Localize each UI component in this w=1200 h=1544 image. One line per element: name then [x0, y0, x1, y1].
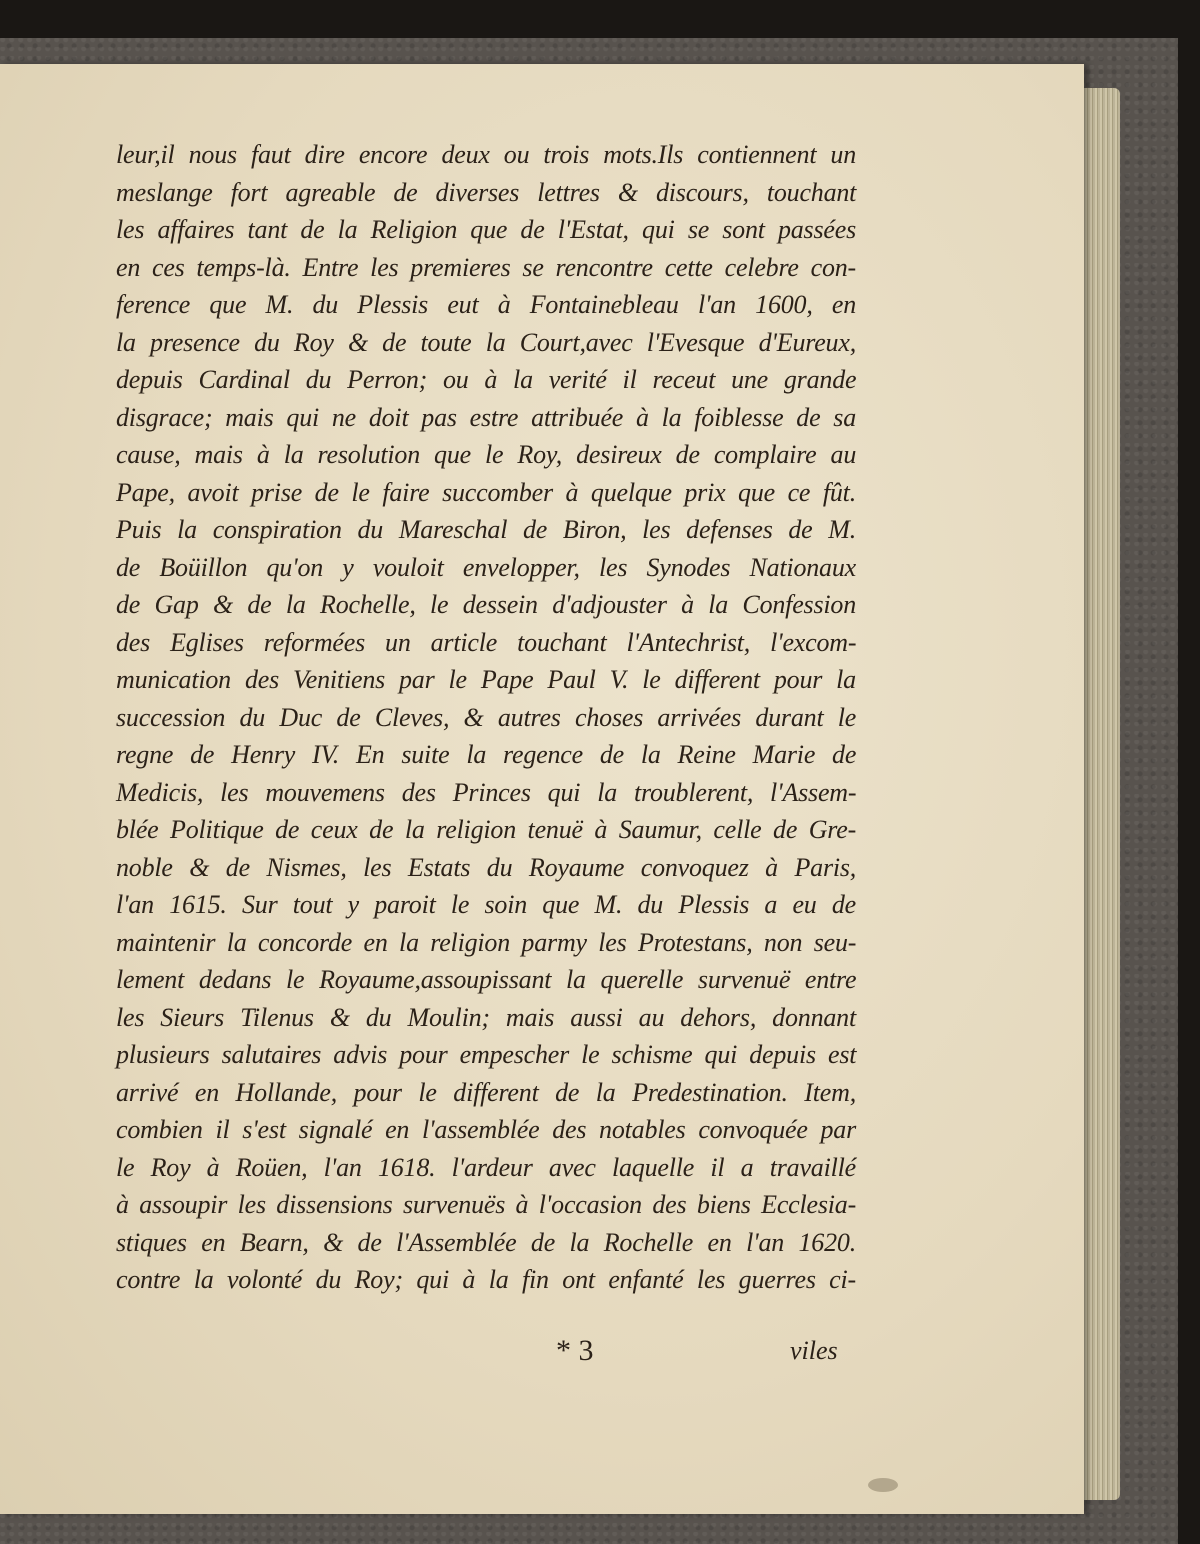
text-line: les Sieurs Tilenus & du Moulin; mais aussi au dehors, donnant: [116, 1002, 856, 1032]
text-line: de Boüillon qu'on y vouloit envelopper, les Synodes Nationaux: [116, 552, 856, 582]
text-line: stiques en Bearn, & de l'Assemblée de la Rochelle en l'an 1620.: [116, 1227, 856, 1257]
text-line: depuis Cardinal du Perron; ou à la verité il receut une grande: [116, 365, 857, 394]
text-line: disgrace; mais qui ne doit pas estre attribuée à la foiblesse de sa: [116, 402, 856, 432]
text-line: maintenir la concorde en la religion parmy les Protestans, non seu-: [116, 927, 857, 957]
text-line: en ces temps-là. Entre les premieres se rencontre cette celebre con-: [116, 252, 856, 282]
book-page: [0, 64, 1084, 1514]
text-line: Puis la conspiration du Mareschal de Biron, les defenses de M.: [116, 515, 856, 544]
paper-smudge: [868, 1478, 898, 1492]
text-line: arrivé en Hollande, pour le different de la Predestination. Item,: [116, 1077, 856, 1107]
text-line: l'an 1615. Sur tout y paroit le soin que M. du Plessis a eu de: [116, 890, 856, 919]
text-line: lement dedans le Royaume,assoupissant la querelle survenuë entre: [116, 965, 857, 994]
text-line: plusieurs salutaires advis pour empescher le schisme qui depuis est: [116, 1040, 857, 1069]
text-line: les affaires tant de la Religion que de l'Estat, qui se sont passées: [116, 215, 856, 244]
text-line: noble & de Nismes, les Estats du Royaume convoquez à Paris,: [116, 852, 857, 882]
catchword: viles: [790, 1336, 838, 1365]
text-line: meslange fort agreable de diverses lettres & discours, touchant: [116, 177, 857, 207]
text-line: Medicis, les mouvemens des Princes qui la troublerent, l'Assem-: [116, 777, 857, 807]
text-line: le Roy à Roüen, l'an 1618. l'ardeur avec laquelle il a travaillé: [116, 1152, 856, 1182]
text-line: ference que M. du Plessis eut à Fontainebleau l'an 1600, en: [116, 290, 856, 319]
signature-mark: * 3: [556, 1334, 594, 1367]
text-line: la presence du Roy & de toute la Court,avec l'Evesque d'Eureux,: [116, 327, 856, 357]
text-line: de Gap & de la Rochelle, le dessein d'adjouster à la Confession: [116, 590, 856, 619]
text-line: à assoupir les dissensions survenuës à l'occasion des biens Ecclesia-: [116, 1190, 857, 1219]
text-line: munication des Venitiens par le Pape Paul V. le different pour la: [116, 665, 856, 694]
text-line: succession du Duc de Cleves, & autres choses arrivées durant le: [116, 702, 857, 732]
body-text: [116, 136, 856, 1299]
text-line: Pape, avoit prise de le faire succomber à quelque prix que ce fût.: [116, 477, 856, 507]
text-line: regne de Henry IV. En suite la regence de la Reine Marie de: [116, 740, 857, 769]
text-line: leur,il nous faut dire encore deux ou trois mots.Ils contiennent un: [116, 140, 856, 169]
text-line: des Eglises reformées un article touchant l'Antechrist, l'excom-: [116, 627, 857, 657]
text-line: contre la volonté du Roy; qui à la fin ont enfanté les guerres ci-: [116, 1265, 857, 1294]
text-line: combien il s'est signalé en l'assemblée des notables convoquée par: [116, 1115, 856, 1144]
page-footer: [0, 1334, 1084, 1374]
text-line: cause, mais à la resolution que le Roy, desireux de complaire au: [116, 440, 857, 469]
text-line: blée Politique de ceux de la religion tenuë à Saumur, celle de Gre-: [116, 815, 857, 844]
